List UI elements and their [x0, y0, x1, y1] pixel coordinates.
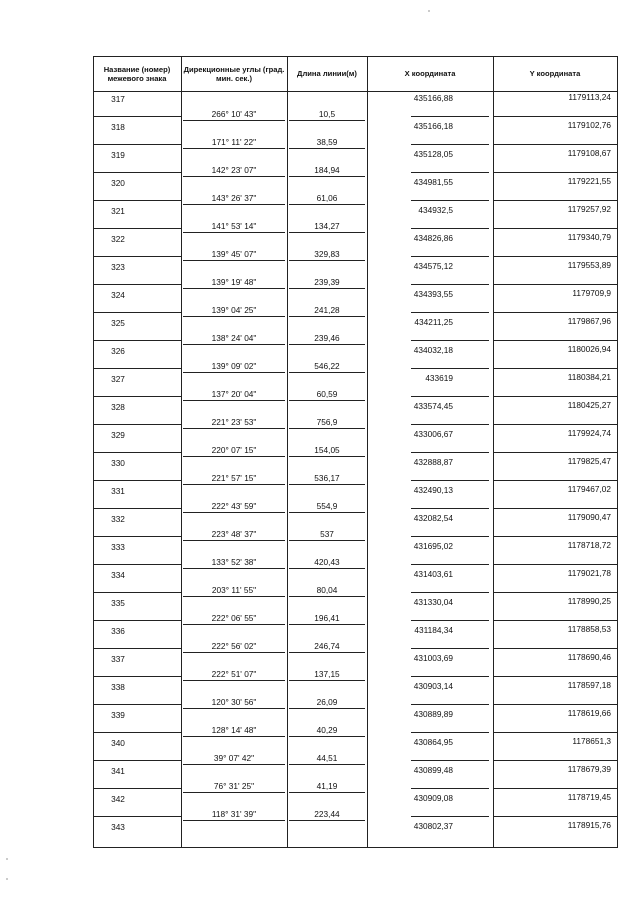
x-coordinate: 431330,04 — [413, 597, 453, 607]
row-rule — [411, 256, 489, 257]
y-coordinate: 1179090,47 — [567, 512, 611, 522]
segment-rule — [289, 400, 365, 401]
row-rule — [493, 228, 617, 229]
row-rule — [93, 116, 181, 117]
line-length: 137,15 — [314, 669, 340, 679]
x-coordinate: 434932,5 — [418, 205, 453, 215]
line-length: 40,29 — [316, 725, 338, 735]
point-name: 332 — [111, 514, 125, 524]
row-rule — [411, 200, 489, 201]
column-rule — [181, 56, 182, 847]
line-length: 184,94 — [314, 165, 340, 175]
segment-rule — [183, 736, 285, 737]
segment-rule — [183, 484, 285, 485]
row-rule — [93, 284, 181, 285]
segment-rule — [183, 148, 285, 149]
direction-angle: 141° 53' 14" — [211, 221, 257, 231]
direction-angle: 76° 31' 25" — [213, 781, 255, 791]
y-coordinate: 1179709,9 — [572, 288, 611, 298]
point-name: 326 — [111, 346, 125, 356]
line-length: 239,46 — [314, 333, 340, 343]
x-coordinate: 432490,13 — [413, 485, 453, 495]
direction-angle: 222° 43' 59" — [211, 501, 257, 511]
header-angle: Дирекционные углы (град. мин. сек.) — [183, 64, 285, 83]
segment-rule — [289, 456, 365, 457]
point-name: 330 — [111, 458, 125, 468]
line-length: 26,09 — [316, 697, 338, 707]
row-rule — [411, 564, 489, 565]
x-coordinate: 435166,18 — [413, 121, 453, 131]
segment-rule — [289, 232, 365, 233]
row-rule — [411, 536, 489, 537]
point-name: 336 — [111, 626, 125, 636]
row-rule — [411, 704, 489, 705]
segment-rule — [289, 792, 365, 793]
x-coordinate: 432888,87 — [413, 457, 453, 467]
point-name: 340 — [111, 738, 125, 748]
direction-angle: 139° 19' 48" — [211, 277, 257, 287]
row-rule — [411, 312, 489, 313]
row-rule — [493, 480, 617, 481]
segment-rule — [183, 596, 285, 597]
point-name: 318 — [111, 122, 125, 132]
row-rule — [493, 452, 617, 453]
row-rule — [493, 284, 617, 285]
table-rule — [93, 91, 618, 92]
row-rule — [411, 732, 489, 733]
line-length: 223,44 — [314, 809, 340, 819]
direction-angle: 138° 24' 04" — [211, 333, 257, 343]
header-x: X координата — [404, 69, 456, 78]
segment-rule — [183, 428, 285, 429]
point-name: 334 — [111, 570, 125, 580]
row-rule — [493, 676, 617, 677]
row-rule — [411, 172, 489, 173]
row-rule — [93, 200, 181, 201]
point-name: 335 — [111, 598, 125, 608]
segment-rule — [289, 316, 365, 317]
direction-angle: 222° 56' 02" — [211, 641, 257, 651]
row-rule — [93, 480, 181, 481]
segment-rule — [183, 652, 285, 653]
segment-rule — [289, 820, 365, 821]
x-coordinate: 430903,14 — [413, 681, 453, 691]
y-coordinate: 1179221,55 — [567, 176, 611, 186]
direction-angle: 221° 23' 53" — [211, 417, 257, 427]
segment-rule — [183, 204, 285, 205]
row-rule — [411, 340, 489, 341]
segment-rule — [183, 680, 285, 681]
point-name: 328 — [111, 402, 125, 412]
direction-angle: 137° 20' 04" — [211, 389, 257, 399]
point-name: 319 — [111, 150, 125, 160]
row-rule — [93, 144, 181, 145]
y-coordinate: 1179467,02 — [567, 484, 611, 494]
segment-rule — [183, 624, 285, 625]
segment-rule — [289, 288, 365, 289]
line-length: 196,41 — [314, 613, 340, 623]
segment-rule — [289, 764, 365, 765]
row-rule — [493, 368, 617, 369]
header-y: Y координата — [529, 69, 581, 78]
segment-rule — [183, 400, 285, 401]
y-coordinate: 1179867,96 — [567, 316, 611, 326]
row-rule — [493, 620, 617, 621]
row-rule — [93, 508, 181, 509]
segment-rule — [289, 512, 365, 513]
direction-angle: 221° 57' 15" — [211, 473, 257, 483]
line-length: 537 — [320, 529, 334, 539]
segment-rule — [289, 596, 365, 597]
row-rule — [493, 508, 617, 509]
line-length: 10,5 — [318, 109, 336, 119]
point-name: 331 — [111, 486, 125, 496]
scan-speck — [428, 10, 430, 12]
direction-angle: 118° 31' 39" — [211, 809, 257, 819]
row-rule — [493, 564, 617, 565]
x-coordinate: 434575,12 — [413, 261, 453, 271]
row-rule — [493, 256, 617, 257]
row-rule — [493, 172, 617, 173]
y-coordinate: 1178690,46 — [567, 652, 611, 662]
line-length: 756,9 — [316, 417, 338, 427]
x-coordinate: 434211,25 — [414, 317, 453, 327]
row-rule — [93, 816, 181, 817]
y-coordinate: 1180425,27 — [567, 400, 611, 410]
x-coordinate: 430909,08 — [413, 793, 453, 803]
segment-rule — [183, 176, 285, 177]
column-rule — [367, 56, 368, 847]
segment-rule — [289, 568, 365, 569]
segment-rule — [289, 344, 365, 345]
scan-speck — [6, 858, 8, 860]
point-name: 322 — [111, 234, 125, 244]
direction-angle: 139° 04' 25" — [211, 305, 257, 315]
row-rule — [93, 312, 181, 313]
point-name: 325 — [111, 318, 125, 328]
y-coordinate: 1178597,18 — [567, 680, 611, 690]
x-coordinate: 432082,54 — [413, 513, 453, 523]
segment-rule — [183, 344, 285, 345]
row-rule — [93, 564, 181, 565]
point-name: 343 — [111, 822, 125, 832]
row-rule — [493, 760, 617, 761]
row-rule — [411, 396, 489, 397]
segment-rule — [183, 316, 285, 317]
y-coordinate: 1178858,53 — [567, 624, 611, 634]
y-coordinate: 1179102,76 — [567, 120, 611, 130]
direction-angle: 139° 09' 02" — [211, 361, 257, 371]
row-rule — [411, 228, 489, 229]
row-rule — [93, 788, 181, 789]
line-length: 246,74 — [314, 641, 340, 651]
y-coordinate: 1179924,74 — [567, 428, 611, 438]
direction-angle: 222° 06' 55" — [211, 613, 257, 623]
column-rule — [617, 56, 618, 847]
y-coordinate: 1178915,76 — [567, 820, 611, 830]
point-name: 317 — [111, 94, 125, 104]
x-coordinate: 435166,88 — [413, 93, 453, 103]
x-coordinate: 434981,55 — [413, 177, 453, 187]
table-rule — [93, 56, 618, 57]
segment-rule — [183, 260, 285, 261]
row-rule — [93, 172, 181, 173]
line-length: 44,51 — [316, 753, 338, 763]
segment-rule — [183, 372, 285, 373]
row-rule — [411, 480, 489, 481]
direction-angle: 133° 52' 38" — [211, 557, 257, 567]
y-coordinate: 1178990,25 — [567, 596, 611, 606]
row-rule — [493, 144, 617, 145]
line-length: 154,05 — [314, 445, 340, 455]
segment-rule — [289, 624, 365, 625]
segment-rule — [289, 372, 365, 373]
direction-angle: 142° 23' 07" — [211, 165, 257, 175]
row-rule — [93, 340, 181, 341]
x-coordinate: 433619 — [425, 373, 453, 383]
scan-speck — [6, 878, 8, 880]
segment-rule — [183, 792, 285, 793]
y-coordinate: 1178719,45 — [567, 792, 611, 802]
row-rule — [493, 396, 617, 397]
segment-rule — [183, 820, 285, 821]
segment-rule — [289, 484, 365, 485]
line-length: 134,27 — [314, 221, 340, 231]
y-coordinate: 1179113,24 — [568, 92, 611, 102]
row-rule — [93, 536, 181, 537]
row-rule — [411, 284, 489, 285]
row-rule — [411, 788, 489, 789]
row-rule — [93, 760, 181, 761]
row-rule — [493, 116, 617, 117]
row-rule — [411, 144, 489, 145]
x-coordinate: 430864,95 — [413, 737, 453, 747]
row-rule — [493, 200, 617, 201]
point-name: 327 — [111, 374, 125, 384]
point-name: 333 — [111, 542, 125, 552]
row-rule — [93, 452, 181, 453]
row-rule — [493, 592, 617, 593]
segment-rule — [289, 120, 365, 121]
direction-angle: 222° 51' 07" — [211, 669, 257, 679]
segment-rule — [289, 428, 365, 429]
header-length: Длина линии(м) — [297, 69, 357, 78]
x-coordinate: 435128,05 — [413, 149, 453, 159]
row-rule — [411, 592, 489, 593]
row-rule — [493, 788, 617, 789]
row-rule — [493, 536, 617, 537]
y-coordinate: 1179340,79 — [567, 232, 611, 242]
row-rule — [93, 368, 181, 369]
y-coordinate: 1179825,47 — [567, 456, 611, 466]
row-rule — [93, 676, 181, 677]
segment-rule — [289, 736, 365, 737]
row-rule — [411, 116, 489, 117]
column-rule — [287, 56, 288, 847]
point-name: 323 — [111, 262, 125, 272]
segment-rule — [289, 708, 365, 709]
segment-rule — [289, 540, 365, 541]
row-rule — [493, 732, 617, 733]
direction-angle: 171° 11' 22" — [211, 137, 257, 147]
line-length: 60,59 — [316, 389, 338, 399]
row-rule — [411, 424, 489, 425]
direction-angle: 143° 26' 37" — [211, 193, 257, 203]
x-coordinate: 431695,02 — [413, 541, 453, 551]
y-coordinate: 1178651,3 — [572, 736, 611, 746]
line-length: 239,39 — [314, 277, 340, 287]
point-name: 341 — [111, 766, 125, 776]
segment-rule — [183, 568, 285, 569]
row-rule — [493, 340, 617, 341]
row-rule — [493, 312, 617, 313]
row-rule — [411, 760, 489, 761]
row-rule — [93, 704, 181, 705]
x-coordinate: 431403,61 — [413, 569, 453, 579]
line-length: 546,22 — [314, 361, 340, 371]
line-length: 554,9 — [316, 501, 338, 511]
segment-rule — [183, 288, 285, 289]
x-coordinate: 434393,55 — [413, 289, 453, 299]
row-rule — [93, 256, 181, 257]
y-coordinate: 1180384,21 — [567, 372, 611, 382]
y-coordinate: 1180026,94 — [567, 344, 611, 354]
x-coordinate: 431003,69 — [413, 653, 453, 663]
line-length: 536,17 — [314, 473, 340, 483]
row-rule — [93, 396, 181, 397]
y-coordinate: 1178679,39 — [567, 764, 611, 774]
y-coordinate: 1179553,89 — [567, 260, 611, 270]
segment-rule — [289, 652, 365, 653]
x-coordinate: 430802,37 — [413, 821, 453, 831]
direction-angle: 223° 48' 37" — [211, 529, 257, 539]
row-rule — [493, 704, 617, 705]
point-name: 321 — [111, 206, 125, 216]
segment-rule — [289, 204, 365, 205]
row-rule — [411, 816, 489, 817]
row-rule — [411, 452, 489, 453]
row-rule — [411, 620, 489, 621]
x-coordinate: 430889,89 — [413, 709, 453, 719]
line-length: 38,59 — [316, 137, 338, 147]
row-rule — [93, 424, 181, 425]
x-coordinate: 434826,86 — [413, 233, 453, 243]
segment-rule — [183, 764, 285, 765]
row-rule — [411, 508, 489, 509]
direction-angle: 139° 45' 07" — [211, 249, 257, 259]
direction-angle: 203° 11' 55" — [211, 585, 257, 595]
point-name: 324 — [111, 290, 125, 300]
segment-rule — [183, 540, 285, 541]
direction-angle: 220° 07' 15" — [211, 445, 257, 455]
row-rule — [93, 228, 181, 229]
row-rule — [411, 648, 489, 649]
line-length: 41,19 — [316, 781, 338, 791]
segment-rule — [183, 232, 285, 233]
segment-rule — [289, 148, 365, 149]
x-coordinate: 430899,48 — [413, 765, 453, 775]
x-coordinate: 433006,67 — [413, 429, 453, 439]
direction-angle: 120° 30' 56" — [211, 697, 257, 707]
segment-rule — [183, 708, 285, 709]
point-name: 329 — [111, 430, 125, 440]
row-rule — [93, 648, 181, 649]
line-length: 241,28 — [314, 305, 340, 315]
y-coordinate: 1178619,66 — [567, 708, 611, 718]
line-length: 329,83 — [314, 249, 340, 259]
point-name: 338 — [111, 682, 125, 692]
y-coordinate: 1179021,78 — [567, 568, 611, 578]
segment-rule — [183, 120, 285, 121]
x-coordinate: 433574,45 — [413, 401, 453, 411]
line-length: 420,43 — [314, 557, 340, 567]
y-coordinate: 1179257,92 — [567, 204, 611, 214]
segment-rule — [289, 680, 365, 681]
segment-rule — [289, 260, 365, 261]
line-length: 80,04 — [316, 585, 338, 595]
row-rule — [93, 620, 181, 621]
direction-angle: 39° 07' 42" — [213, 753, 255, 763]
direction-angle: 266° 10' 43" — [211, 109, 257, 119]
segment-rule — [183, 512, 285, 513]
row-rule — [493, 648, 617, 649]
row-rule — [93, 732, 181, 733]
header-name: Название (номер) межевого знака — [103, 64, 171, 83]
y-coordinate: 1178718,72 — [567, 540, 611, 550]
segment-rule — [289, 176, 365, 177]
row-rule — [411, 676, 489, 677]
point-name: 342 — [111, 794, 125, 804]
row-rule — [493, 424, 617, 425]
x-coordinate: 431184,34 — [414, 625, 453, 635]
y-coordinate: 1179108,67 — [567, 148, 611, 158]
row-rule — [411, 368, 489, 369]
point-name: 320 — [111, 178, 125, 188]
row-rule — [93, 592, 181, 593]
segment-rule — [183, 456, 285, 457]
direction-angle: 128° 14' 48" — [211, 725, 257, 735]
row-rule — [493, 816, 617, 817]
point-name: 337 — [111, 654, 125, 664]
table-rule — [93, 847, 618, 848]
point-name: 339 — [111, 710, 125, 720]
line-length: 61,06 — [316, 193, 338, 203]
x-coordinate: 434032,18 — [413, 345, 453, 355]
